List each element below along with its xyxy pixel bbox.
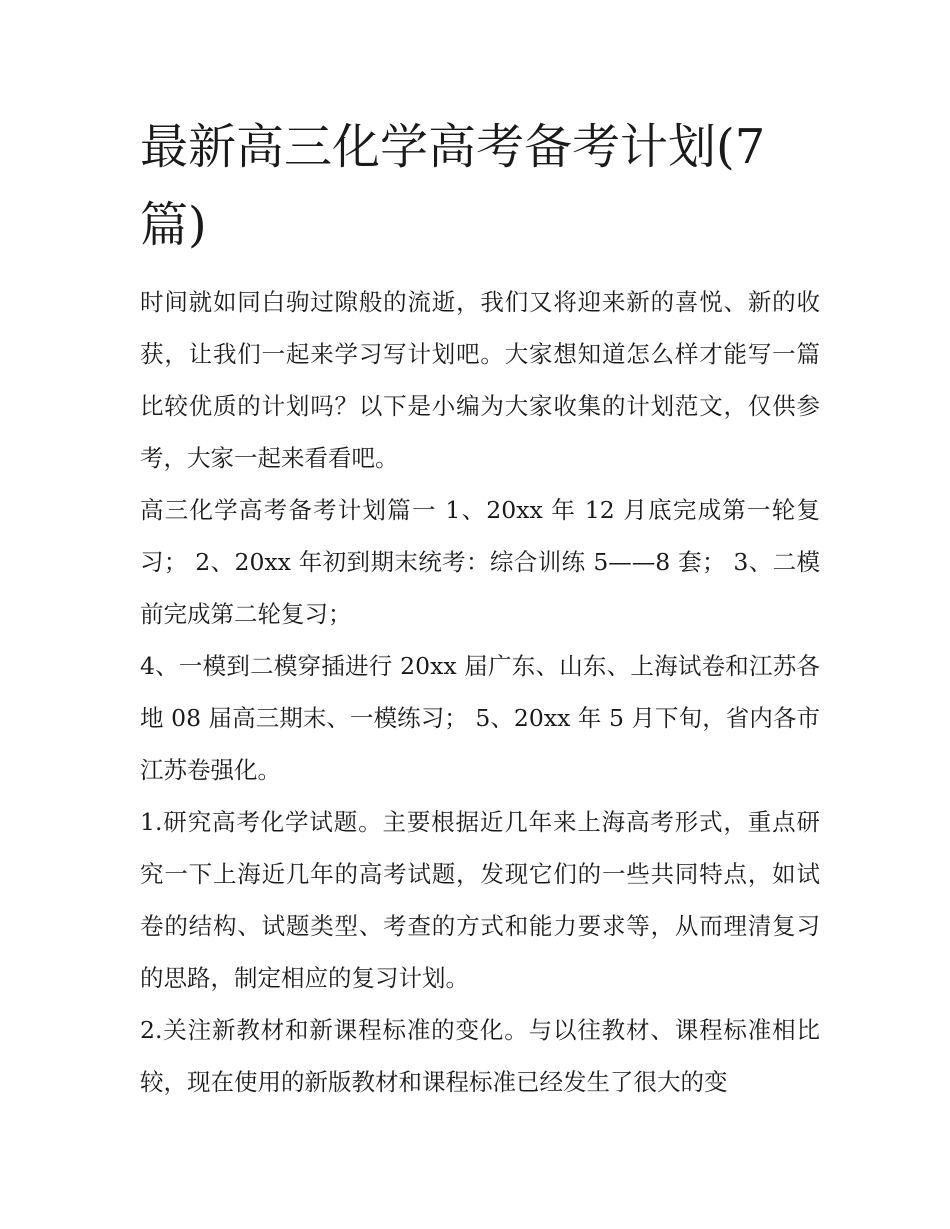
- intro-paragraph: 时间就如同白驹过隙般的流逝，我们又将迎来新的喜悦、新的收获，让我们一起来学习写计划吧。大家想知道怎么样才能写一篇比较优质的计划吗？以下是小编为大家收集的计划范文，仅供参考，大家一起来看看吧。: [140, 288, 820, 472]
- plan-paragraph-2: 4、一模到二模穿插进行 20xx 届广东、山东、上海试卷和江苏各地 08 届高三期末、一模练习； 5、20xx 年 5 月下旬，省内各市江苏卷强化。: [140, 652, 820, 784]
- document-title: 最新高三化学高考备考计划(7篇): [140, 119, 766, 253]
- document-page: [140, 108, 820, 1108]
- plan-paragraph-4: 2.关注新教材和新课程标准的变化。与以往教材、课程标准相比较，现在使用的新版教材和课程标准已经发生了很大的变: [140, 1016, 820, 1096]
- plan-paragraph-3: 1.研究高考化学试题。主要根据近几年来上海高考形式，重点研究一下上海近几年的高考试题，发现它们的一些共同特点，如试卷的结构、试题类型、考查的方式和能力要求等，从而理清复习的思路，制定相应的复习计划。: [140, 808, 820, 992]
- plan-paragraph-1: 高三化学高考备考计划篇一 1、20xx 年 12 月底完成第一轮复习； 2、20xx 年初到期末统考：综合训练 5——8 套； 3、二模前完成第二轮复习；: [140, 496, 820, 628]
